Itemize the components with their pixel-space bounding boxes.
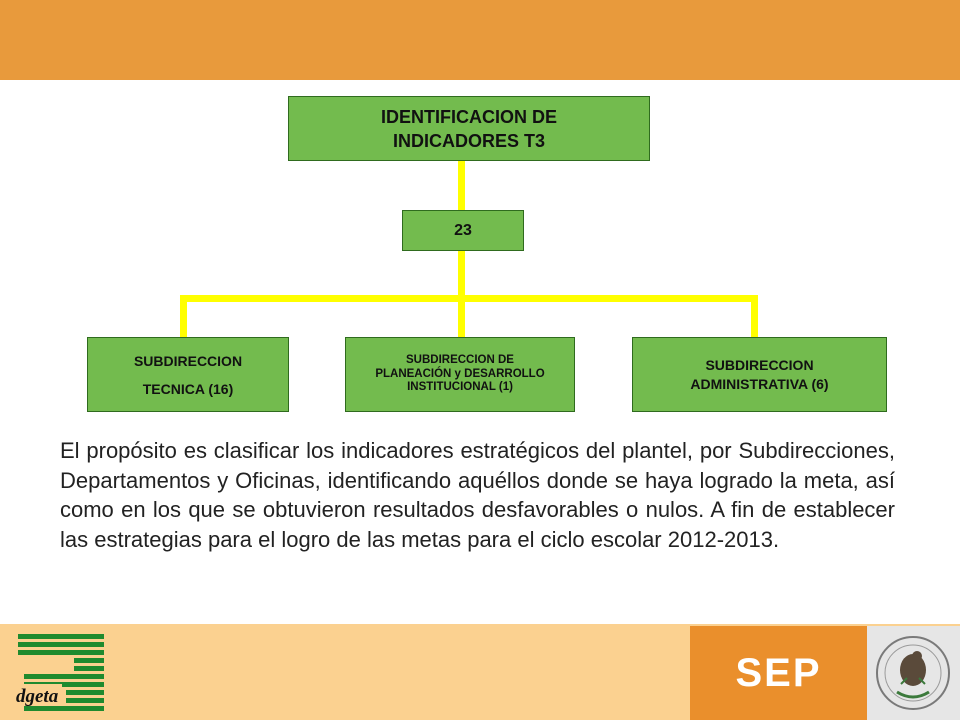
dgeta-logo-text: dgeta xyxy=(16,686,59,707)
sep-label: SEP xyxy=(735,650,822,695)
connector-bus-tecnica xyxy=(180,295,187,337)
total-count-label: 23 xyxy=(454,221,472,239)
root-node-label: IDENTIFICACION DE INDICADORES T3 xyxy=(380,106,557,151)
node-tecnica-line1: SUBDIRECCION xyxy=(133,352,243,369)
mexico-coat-of-arms-icon xyxy=(867,626,960,720)
node-subdireccion-planeacion xyxy=(345,337,575,412)
node-administrativa-label: SUBDIRECCION ADMINISTRATIVA (6) xyxy=(690,356,829,392)
body-paragraph: El propósito es clasificar los indicadores estratégicos del plantel, por Subdirecciones, Departamentos y Oficinas, identificando aquéllos donde se haya logrado la meta, así como en los que se obtuvieron resultados desfavorables o nulos. A fin de establecer las estrategias para el logro de las metas para el ciclo escolar 2012-2013. xyxy=(60,438,895,552)
root-node xyxy=(288,96,650,161)
connector-count-bus xyxy=(458,251,465,337)
connector-bus-administrativa xyxy=(751,295,758,337)
connector-root-count xyxy=(458,161,465,210)
node-subdireccion-administrativa xyxy=(632,337,887,412)
node-subdireccion-tecnica xyxy=(87,337,289,412)
connector-horizontal-bus xyxy=(180,295,758,302)
node-tecnica-line2: TECNICA (16) xyxy=(142,380,234,397)
node-planeacion-label: SUBDIRECCION DE PLANEACIÓN y DESARROLLO INSTITUCIONAL (1) xyxy=(375,354,545,394)
sep-logo xyxy=(690,626,867,720)
dgeta-logo xyxy=(4,628,112,718)
header-band xyxy=(0,0,960,80)
total-count-node xyxy=(402,210,524,251)
